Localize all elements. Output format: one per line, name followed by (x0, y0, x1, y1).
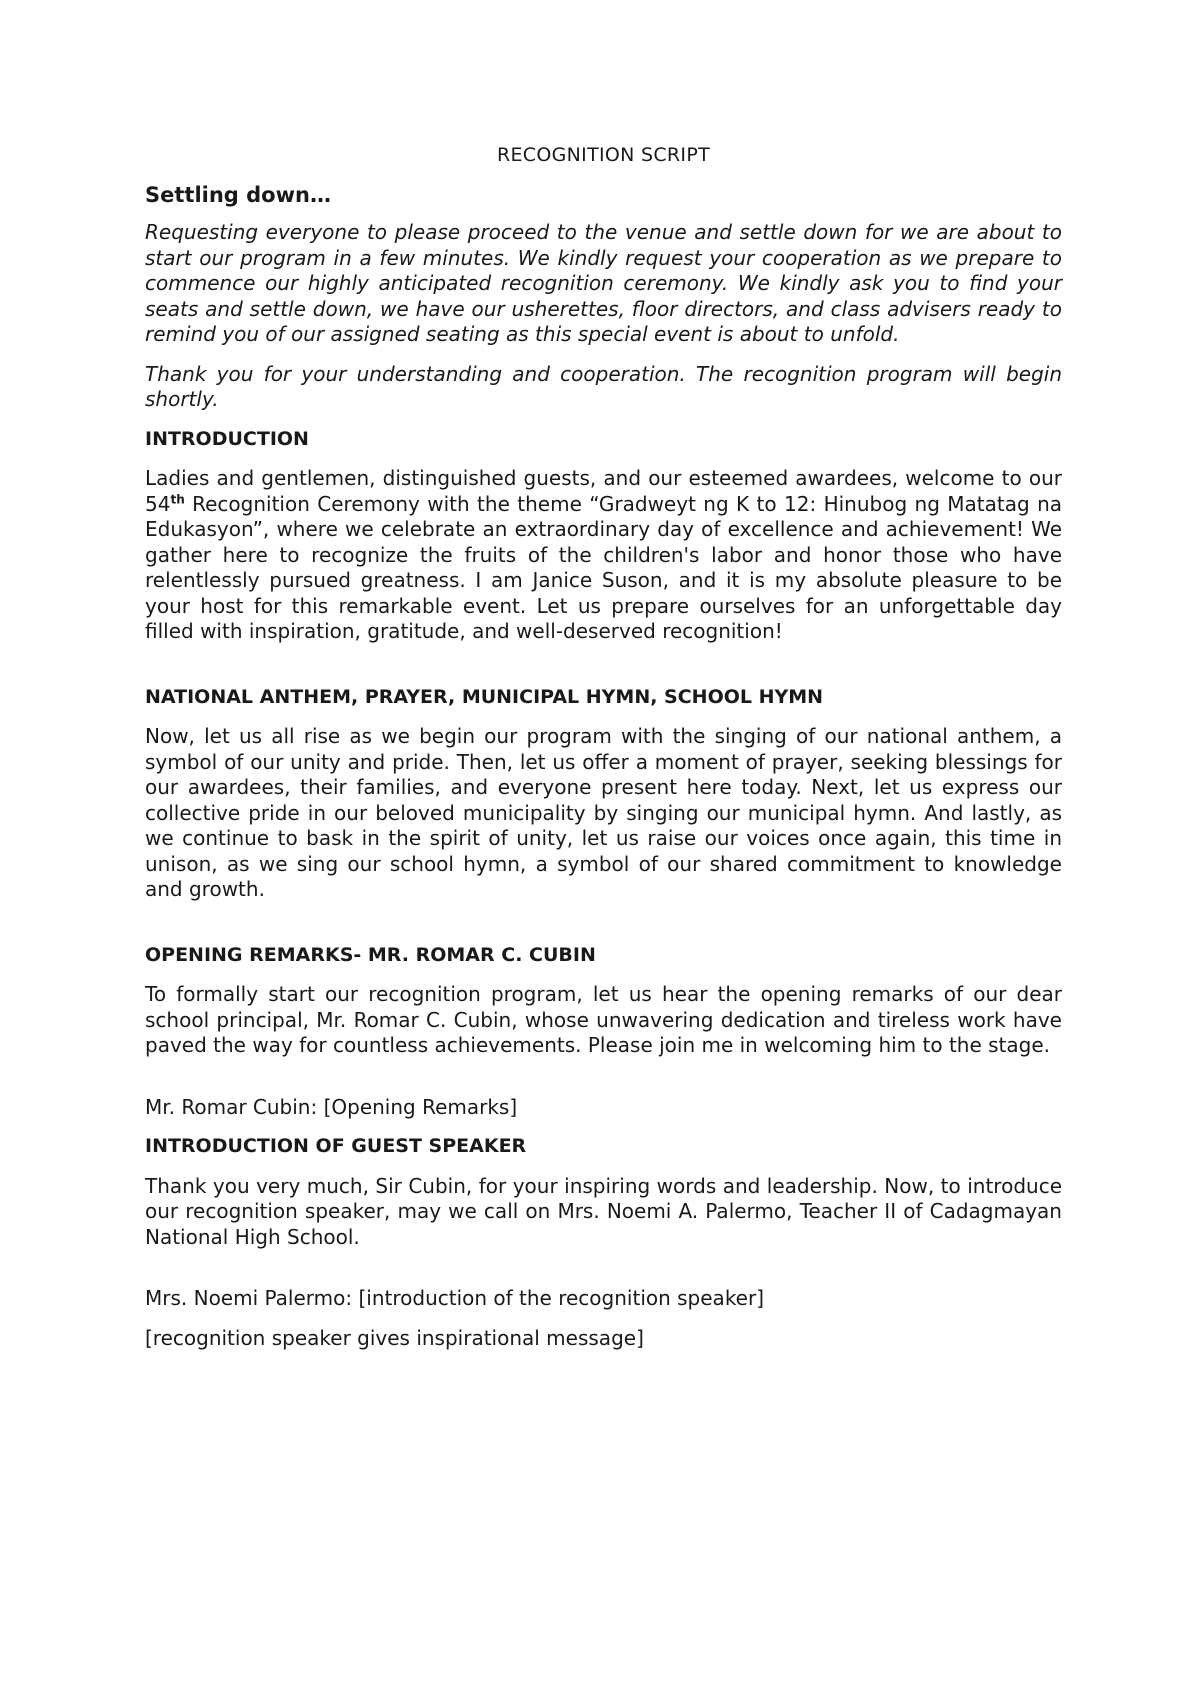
opening-remarks-paragraph: To formally start our recognition program, let us hear the opening remarks of our dear school principal, Mr. Romar C. Cubin, whose unwavering dedication and tireless work have paved the way for countless achievements. Please join me in welcoming him to the stage. (145, 982, 1062, 1057)
anthem-heading: NATIONAL ANTHEM, PRAYER, MUNICIPAL HYMN, SCHOOL HYMN (145, 685, 824, 708)
settling-paragraph-2: Thank you for your understanding and cooperation. The recognition program will begin shortly. (145, 361, 1062, 411)
anthem-paragraph: Now, let us all rise as we begin our program with the singing of our national anthem, a symbol of our unity and pride. Then, let us offer a moment of prayer, seeking blessings for our awardees, their families, and everyone present here today. Next, let us express our collective pride in our beloved municipality by singing our municipal hymn. And lastly, as we continue to bask in the spirit of unity, let us raise our voices once again, this time in unison, as we sing our school hymn, a symbol of our shared commitment to knowledge and growth. (145, 724, 1062, 901)
introduction-text-end: Recognition Ceremony with the theme “Gradweyt ng K to 12: Hinubog ng Matatag na Edukasyon”, where we celebrate an extraordinary day of excellence and achievement! We gather here to recognize the fruits of the children's labor and honor those who have relentlessly pursued greatness. I am Janice Suson, and it is my absolute pleasure to be your host for this remarkable event. Let us prepare ourselves for an unforgettable day filled with inspiration, gratitude, and well-deserved recognition! (145, 491, 1062, 643)
opening-remarks-heading: OPENING REMARKS- MR. ROMAR C. CUBIN (145, 943, 596, 966)
guest-speaker-paragraph: Thank you very much, Sir Cubin, for your inspiring words and leadership. Now, to introduce our recognition speaker, may we call on Mrs. Noemi A. Palermo, Teacher II of Cadagmayan National High School. (145, 1173, 1062, 1249)
introduction-paragraph (145, 466, 1062, 645)
settling-heading: Settling down… (145, 182, 331, 207)
settling-paragraph-1: Requesting everyone to please proceed to the venue and settle down for we are about to start our program in a few minutes. We kindly request your cooperation as we prepare to commence our highly anticipated recognition ceremony. We kindly ask you to find your seats and settle down, we have our usherettes, floor directors, and class advisers ready to remind you of our assigned seating as this special event is about to unfold. (145, 220, 1062, 346)
guest-speaker-cue-1: Mrs. Noemi Palermo: [introduction of the recognition speaker] (145, 1286, 765, 1310)
introduction-text-start: Ladies and gentlemen, distinguished guests, and our esteemed awardees, welcome to our 54 (145, 466, 1062, 516)
guest-speaker-cue-2: [recognition speaker gives inspirational message] (145, 1325, 644, 1350)
introduction-heading: INTRODUCTION (145, 427, 309, 450)
ordinal-suffix: th (170, 491, 185, 506)
document-page (145, 143, 1062, 1365)
document-title: RECOGNITION SCRIPT (497, 144, 710, 166)
guest-speaker-heading: INTRODUCTION OF GUEST SPEAKER (145, 1135, 527, 1157)
opening-remarks-cue: Mr. Romar Cubin: [Opening Remarks] (145, 1094, 518, 1119)
